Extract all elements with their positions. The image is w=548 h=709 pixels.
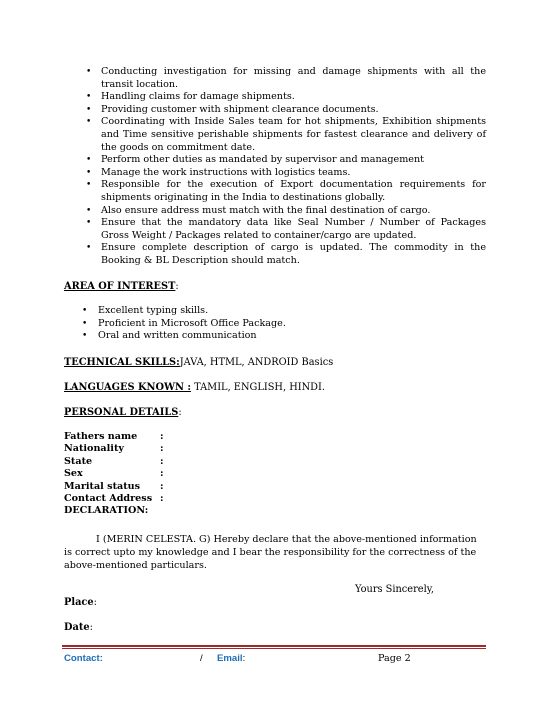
list-item: • Providing customer with shipment clearance documents.	[86, 103, 379, 115]
footer-divider-thin	[62, 648, 486, 649]
languages-known: LANGUAGES KNOWN : TAMIL, ENGLISH, HINDI.	[64, 382, 326, 393]
bullet-icon: •	[86, 243, 92, 254]
bullet-icon: •	[86, 218, 92, 229]
bullet-icon: •	[82, 306, 88, 316]
bullet-icon: •	[86, 180, 92, 191]
closing-text: Yours Sincerely,	[355, 584, 435, 595]
detail-row: State :	[64, 455, 164, 467]
list-item: • Perform other duties as mandated by supervisor and management	[86, 154, 425, 166]
bullet-icon: •	[86, 155, 92, 166]
bullet-icon: •	[86, 67, 92, 77]
bullet-icon: •	[86, 104, 92, 115]
list-item: • Proficient in Microsoft Office Package.	[82, 317, 286, 329]
area-of-interest-heading: AREA OF INTEREST:	[64, 281, 179, 292]
footer-email: Email:	[217, 653, 246, 664]
detail-row: Sex :	[64, 468, 164, 480]
bullet-icon: •	[82, 331, 88, 342]
list-item: • Ensure that the mandatory data like Seal Number / Number of Packages Gross Weight / Packages related to container/cargo are updated.	[86, 217, 486, 241]
detail-row: Marital status :	[64, 480, 164, 492]
list-item: • Manage the work instructions with logistics teams.	[86, 166, 351, 178]
bullet-icon: •	[86, 167, 92, 178]
bullet-icon: •	[82, 318, 88, 329]
interests-list	[82, 305, 286, 343]
bullet-icon: •	[86, 205, 92, 216]
footer-contact-label: Contact:	[64, 653, 103, 664]
detail-row: Contact Address :	[64, 493, 164, 505]
list-item: • Oral and written communication	[82, 330, 257, 342]
list-item: • Conducting investigation for missing and damage shipments with all the transit location.	[86, 66, 486, 90]
technical-skills: TECHNICAL SKILLS:JAVA, HTML, ANDROID Basics	[64, 357, 334, 368]
personal-details-heading: PERSONAL DETAILS:	[64, 407, 182, 418]
list-item: • Coordinating with Inside Sales team for hot shipments, Exhibition shipments and Time sensitive perishable shipments for fastest clearance and delivery of the goods on commitment date.	[86, 116, 486, 153]
declaration-text: I (MERIN CELESTA. G) Hereby declare that the above-mentioned information is correct upto my knowledge and I bear the responsibility for the correctness of the above-mentioned particulars.	[64, 534, 477, 571]
bullet-icon: •	[86, 117, 92, 128]
list-item: • Handling claims for damage shipments.	[86, 91, 295, 103]
list-item: • Excellent typing skills.	[82, 305, 209, 316]
detail-row: Nationality :	[64, 443, 164, 455]
date-field: Date:	[64, 622, 93, 633]
place-field: Place:	[64, 597, 97, 608]
list-item: • Also ensure address must match with the final destination of cargo.	[86, 204, 431, 216]
footer-divider	[62, 645, 486, 647]
list-item: • Responsible for the execution of Export documentation requirements for shipments originating in the India to destinations globally.	[86, 179, 486, 203]
duties-list	[86, 66, 486, 268]
footer-separator: /	[200, 653, 203, 664]
personal-details-table	[64, 431, 164, 518]
detail-row: Fathers name :	[64, 431, 164, 442]
declaration-label: DECLARATION:	[64, 505, 149, 517]
bullet-icon: •	[86, 92, 92, 103]
page-number: Page 2	[378, 653, 411, 664]
list-item: • Ensure complete description of cargo is updated. The commodity in the Booking & BL Description should match.	[86, 242, 486, 266]
